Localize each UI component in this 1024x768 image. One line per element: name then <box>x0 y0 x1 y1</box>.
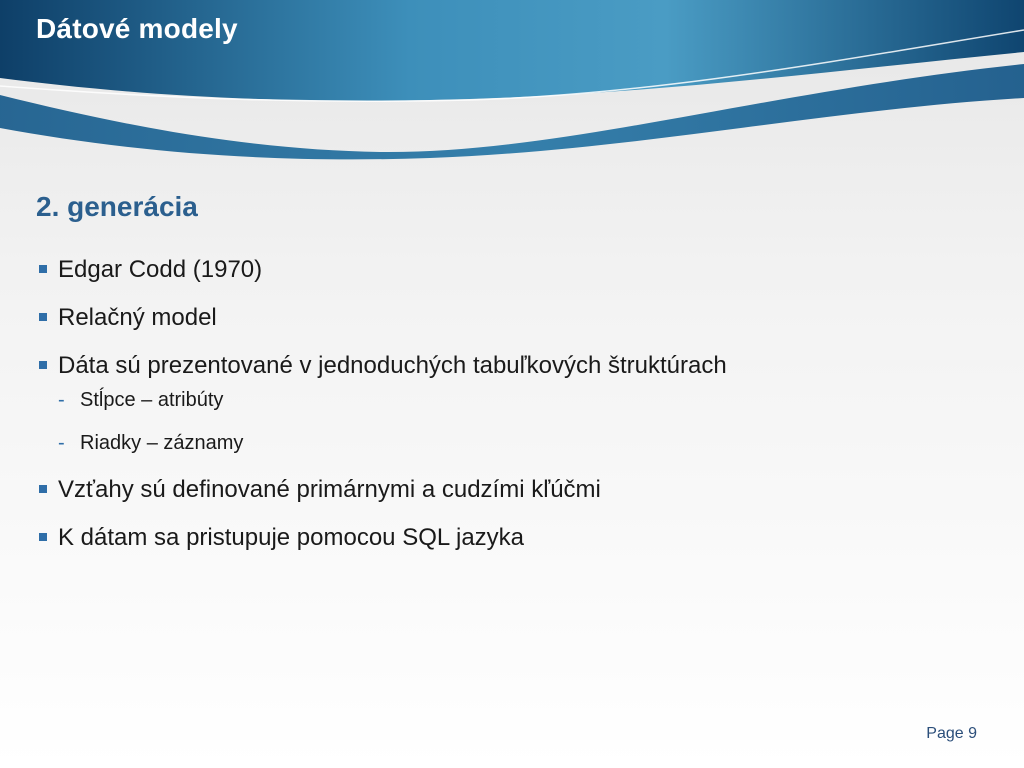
bullet-list <box>36 252 996 568</box>
sub-bullet-item <box>58 386 996 414</box>
bullet-text: Vzťahy sú definované primárnymi a cudzími kľúčmi <box>58 476 601 503</box>
sub-bullet-list <box>58 386 996 457</box>
dash-bullet-icon: - <box>58 432 65 454</box>
page-number: Page 9 <box>926 725 977 742</box>
bullet-text: Edgar Codd (1970) <box>58 256 263 283</box>
square-bullet-icon <box>39 485 47 493</box>
bullet-text: Relačný model <box>58 304 217 331</box>
square-bullet-icon <box>39 265 47 273</box>
bullet-text: K dátam sa pristupuje pomocou SQL jazyka <box>58 524 525 551</box>
bullet-item <box>36 300 996 336</box>
bullet-text: Dáta sú prezentované v jednoduchých tabuľkových štruktúrach <box>58 352 727 379</box>
square-bullet-icon <box>39 313 47 321</box>
bullet-item <box>36 520 996 556</box>
sub-bullet-item <box>58 429 996 457</box>
square-bullet-icon <box>39 361 47 369</box>
sub-bullet-text: Riadky – záznamy <box>80 432 244 454</box>
slide-title: Dátové modely <box>36 13 238 44</box>
square-bullet-icon <box>39 533 47 541</box>
bullet-item <box>36 348 996 457</box>
section-subtitle: 2. generácia <box>36 191 198 222</box>
bullet-item <box>36 472 996 508</box>
dash-bullet-icon: - <box>58 389 65 411</box>
sub-bullet-text: Stĺpce – atribúty <box>80 389 224 411</box>
bullet-item <box>36 252 996 288</box>
